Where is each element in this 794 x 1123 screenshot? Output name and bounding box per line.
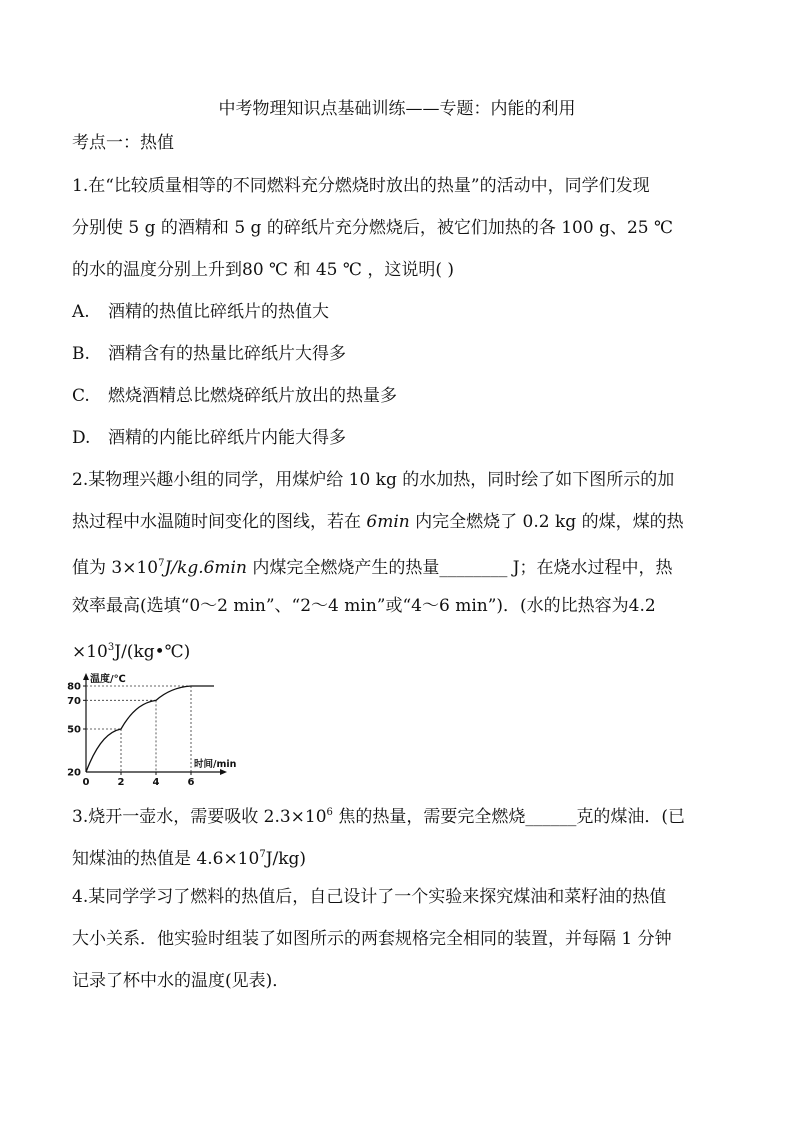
q2-line-2 [72, 509, 684, 535]
x-tick-label: 0 [82, 777, 90, 788]
q2-line-2-b: 内完全燃烧了 0.2 kg 的煤，煤的热 [409, 512, 684, 532]
x-tick-label: 2 [117, 777, 125, 788]
q4-line-3: 记录了杯中水的温度(见表)． [72, 971, 290, 991]
q2-line-3-sup: 7 [158, 558, 165, 569]
section-heading: 考点一：热值 [72, 133, 174, 153]
q1-line-1: 1.在“比较质量相等的不同燃料充分燃烧时放出的热量”的活动中，同学们发现 [72, 176, 650, 196]
temperature-time-chart [66, 668, 236, 790]
y-tick-label: 20 [67, 767, 81, 779]
q3-line-2-sup: 7 [259, 849, 266, 860]
x-axis-label: 时间/min [194, 759, 236, 770]
q1-line-2: 分别使 5 g 的酒精和 5 g 的碎纸片充分燃烧后，被它们加热的各 100 g、25 ℃ [72, 218, 674, 238]
y-tick-label: 50 [67, 724, 81, 736]
q3-line-2 [72, 842, 306, 872]
option-text: 酒精含有的热量比碎纸片大得多 [108, 344, 346, 364]
option-letter: B. [72, 344, 90, 364]
q2-line-5-a: ×10 [72, 642, 108, 662]
q1-option-d [72, 425, 346, 451]
option-letter: C. [72, 386, 90, 406]
q3-line-1-sup: 6 [326, 807, 333, 818]
option-text: 酒精的内能比碎纸片内能大得多 [108, 428, 346, 448]
y-tick-label: 80 [67, 681, 81, 693]
option-letter: D. [72, 428, 91, 448]
q2-line-2-italic: 6min [366, 512, 410, 532]
q2-line-3-a: 值为 3×10 [72, 558, 159, 578]
q2-line-3 [72, 551, 673, 581]
option-text: 燃烧酒精总比燃烧碎纸片放出的热量多 [108, 386, 397, 406]
x-tick-label: 4 [152, 777, 160, 788]
x-tick-label: 6 [187, 777, 195, 788]
q3-line-2-a: 知煤油的热值是 4.6×10 [72, 849, 260, 869]
q2-line-3-b: 内煤完全燃烧产生的热量________ J；在烧水过程中，热 [246, 558, 673, 578]
q4-line-2: 大小关系．他实验时组装了如图所示的两套规格完全相同的装置，并每隔 1 分钟 [72, 929, 672, 949]
y-axis-arrow [83, 673, 89, 680]
y-tick-label: 70 [67, 695, 81, 707]
q3-line-1-a: 3.烧开一壶水，需要吸收 2.3×10 [72, 807, 327, 827]
q2-line-5 [72, 635, 190, 665]
q1-option-b [72, 341, 346, 367]
q1-line-3: 的水的温度分别上升到80 ℃ 和 45 ℃ ，这说明( ) [72, 260, 454, 280]
option-letter: A. [72, 302, 90, 322]
y-axis-label: 温度/℃ [90, 674, 126, 685]
q2-line-4: 效率最高(选填“0～2 min”、“2～4 min”或“4～6 min”)．(水的比热容为4.2 [72, 596, 656, 616]
option-text: 酒精的热值比碎纸片的热值大 [108, 302, 329, 322]
temperature-curve [86, 686, 191, 772]
q3-line-1 [72, 800, 685, 830]
q4-line-1: 4.某同学学习了燃料的热值后，自己设计了一个实验来探究煤油和菜籽油的热值 [72, 887, 667, 907]
q2-line-2-a: 热过程中水温随时间变化的图线，若在 [72, 512, 367, 532]
q2-line-1: 2.某物理兴趣小组的同学，用煤炉给 10 kg 的水加热，同时绘了如下图所示的加 [72, 470, 675, 490]
q1-option-a [72, 299, 329, 325]
q1-option-c [72, 383, 397, 409]
q2-line-3-italic: J/kg.6min [164, 558, 247, 578]
q2-line-5-b: J/(kg•℃) [114, 642, 191, 662]
q2-line-5-sup: 3 [107, 642, 115, 653]
q3-line-2-b: J/kg) [265, 849, 307, 869]
q3-line-1-b: 焦的热量，需要完全燃烧______克的煤油．(已 [332, 807, 685, 827]
page-title: 中考物理知识点基础训练——专题：内能的利用 [218, 99, 576, 119]
